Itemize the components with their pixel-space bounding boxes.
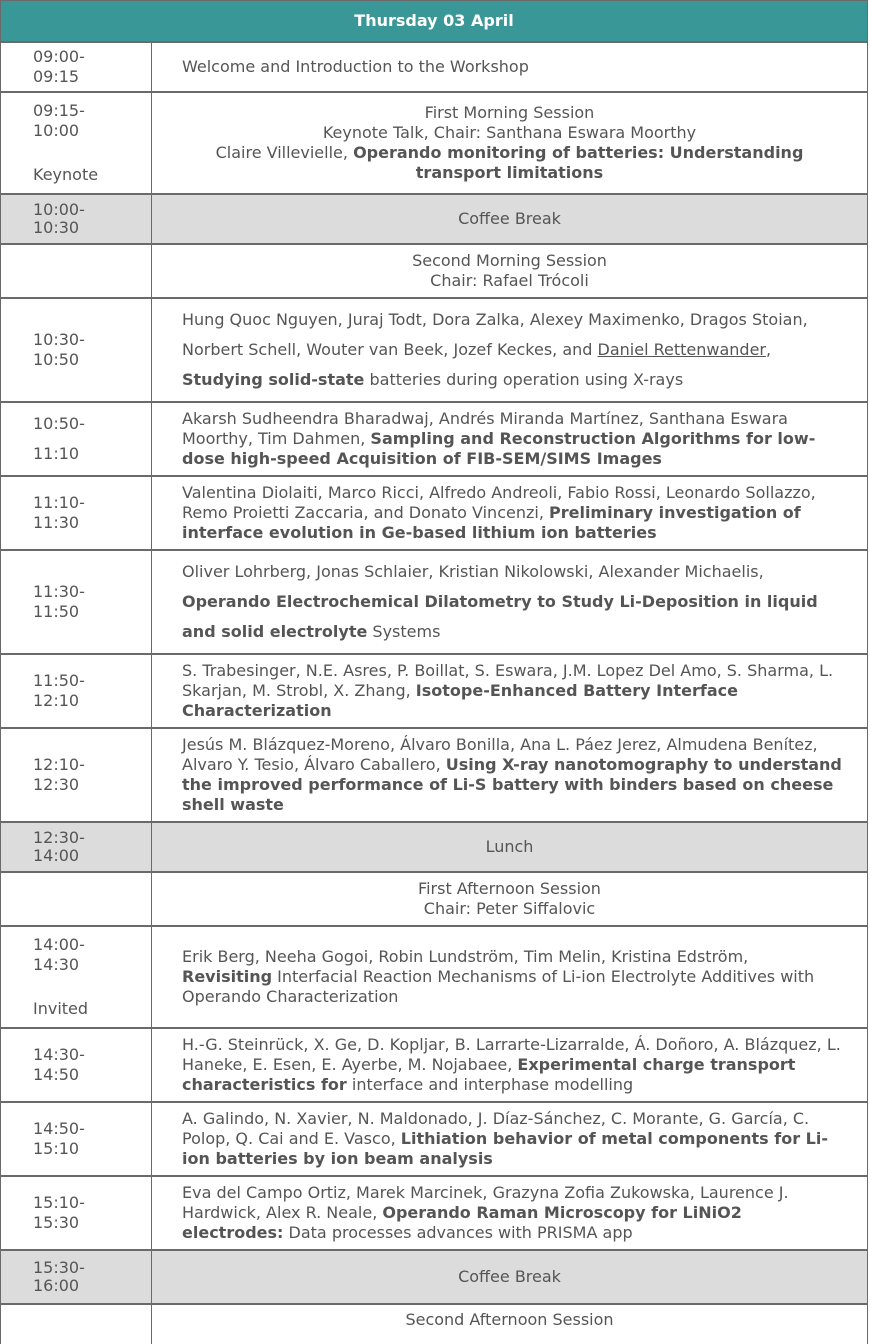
content-line bbox=[192, 209, 827, 229]
talk-title: Using X-ray nanotomography to understand the improved performance of Li-S battery with binders based on cheese shell waste bbox=[182, 755, 842, 814]
session-content bbox=[152, 1304, 868, 1344]
content-line bbox=[192, 899, 827, 919]
start-time: 11:50- bbox=[33, 671, 85, 690]
schedule-row bbox=[0, 298, 868, 402]
row-divider bbox=[0, 727, 868, 729]
text-segment: Coffee Break bbox=[458, 209, 561, 228]
talk-title: Experimental charge transport characteristics for bbox=[182, 1055, 796, 1094]
session-content bbox=[152, 298, 868, 402]
time-cell bbox=[0, 1102, 152, 1176]
row-divider bbox=[0, 1101, 868, 1103]
row-divider bbox=[0, 1249, 868, 1251]
end-time: 14:30 bbox=[33, 955, 80, 974]
end-time: 12:10 bbox=[33, 691, 80, 710]
session-content bbox=[152, 1250, 868, 1304]
session-content bbox=[152, 872, 868, 926]
content-line bbox=[192, 837, 827, 857]
session-content bbox=[152, 1176, 868, 1250]
text-segment: S. Trabesinger, N.E. Asres, P. Boillat, S. Eswara, J.M. Lopez Del Amo, S. Sharma, L. Skarjan, M. Strobl, X. Zhang, bbox=[182, 661, 834, 700]
talk-title: Preliminary investigation of interface evolution in Ge-based lithium ion batteries bbox=[182, 503, 801, 542]
content-line bbox=[192, 271, 827, 291]
schedule-row bbox=[0, 1028, 868, 1102]
row-divider bbox=[0, 243, 868, 245]
start-time: 11:10- bbox=[33, 493, 85, 512]
break-row bbox=[0, 1250, 868, 1304]
time-cell bbox=[0, 872, 152, 926]
talk-entry bbox=[182, 735, 843, 815]
start-time: 09:15- bbox=[33, 101, 85, 120]
schedule-row bbox=[0, 654, 868, 728]
time-cell bbox=[0, 92, 152, 194]
presenter-name[interactable]: Daniel Rettenwander bbox=[597, 340, 766, 359]
content-line bbox=[192, 123, 827, 143]
text-segment: Hung Quoc Nguyen, Juraj Todt, Dora Zalka, Alexey Maximenko, Dragos Stoian, Norbert Schell, Wouter van Beek, Jozef Keckes, and bbox=[182, 310, 808, 359]
talk-title: Operando Raman Microscopy for LiNiO2 electrodes: bbox=[182, 1203, 742, 1242]
text-segment: Lunch bbox=[485, 837, 534, 856]
schedule-row bbox=[0, 926, 868, 1028]
talk-title: Operando Electrochemical Dilatometry to Study Li-Deposition in liquid and solid electrolyte bbox=[182, 592, 818, 641]
talk-entry bbox=[182, 661, 843, 721]
day-title: Thursday 03 April bbox=[0, 0, 868, 42]
text-segment: Jesús M. Blázquez-Moreno, Álvaro Bonilla, Ana L. Páez Jerez, Almudena Benítez, Alvaro Y. Tesio, Álvaro Caballero, bbox=[182, 735, 818, 774]
content-line bbox=[192, 1310, 827, 1330]
text-segment: Systems bbox=[367, 622, 441, 641]
time-cell bbox=[0, 402, 152, 476]
end-time: 11:10 bbox=[33, 444, 80, 463]
row-divider bbox=[0, 925, 868, 927]
session-content bbox=[152, 476, 868, 550]
text-segment: Chair: Rafael Trócoli bbox=[430, 271, 589, 290]
talk-title: Studying solid-state bbox=[182, 370, 365, 389]
text-segment: Coffee Break bbox=[458, 1267, 561, 1286]
session-content bbox=[152, 42, 868, 92]
talk-type-label: Invited bbox=[33, 999, 89, 1018]
text-segment: First Morning Session bbox=[424, 103, 595, 122]
start-time: 10:00- bbox=[33, 200, 85, 219]
session-content bbox=[152, 728, 868, 822]
text-segment: Second Afternoon Session bbox=[405, 1310, 614, 1329]
break-row bbox=[0, 194, 868, 244]
start-time: 15:10- bbox=[33, 1193, 85, 1212]
time-cell bbox=[0, 1176, 152, 1250]
text-segment: Eva del Campo Ortiz, Marek Marcinek, Grazyna Zofia Zukowska, Laurence J. Hardwick, Alex R. Neale, bbox=[182, 1183, 789, 1222]
time-cell bbox=[0, 550, 152, 654]
row-divider bbox=[0, 1175, 868, 1177]
schedule-row bbox=[0, 1176, 868, 1250]
start-time: 09:00- bbox=[33, 47, 85, 66]
end-time: 11:50 bbox=[33, 602, 80, 621]
content-line bbox=[192, 103, 827, 123]
schedule-row bbox=[0, 244, 868, 298]
end-time: 14:00 bbox=[33, 846, 80, 865]
session-content bbox=[152, 1102, 868, 1176]
talk-title: Isotope-Enhanced Battery Interface Characterization bbox=[182, 681, 738, 720]
text-segment: H.-G. Steinrück, X. Ge, D. Kopljar, B. Larrarte-Lizarralde, Á. Doñoro, A. Blázquez, L. Haneke, E. Esen, E. Ayerbe, M. Nojabaee, bbox=[182, 1035, 841, 1074]
time-cell bbox=[0, 822, 152, 872]
talk-entry bbox=[182, 947, 843, 1007]
start-time: 12:10- bbox=[33, 755, 85, 774]
row-divider bbox=[0, 653, 868, 655]
schedule-row bbox=[0, 1102, 868, 1176]
end-time: 12:30 bbox=[33, 775, 80, 794]
time-cell bbox=[0, 926, 152, 1028]
start-time: 14:50- bbox=[33, 1119, 85, 1138]
talk-title: Revisiting bbox=[182, 967, 273, 986]
end-time: 09:15 bbox=[33, 67, 80, 86]
end-time: 14:50 bbox=[33, 1065, 80, 1084]
schedule-row bbox=[0, 872, 868, 926]
schedule-row bbox=[0, 550, 868, 654]
text-segment: batteries during operation using X-rays bbox=[364, 370, 684, 389]
session-content bbox=[152, 926, 868, 1028]
time-cell bbox=[0, 1304, 152, 1344]
row-divider bbox=[0, 401, 868, 403]
text-segment: Chair: Peter Siffalovic bbox=[423, 899, 596, 918]
end-time: 15:10 bbox=[33, 1139, 80, 1158]
time-cell bbox=[0, 728, 152, 822]
start-time: 15:30- bbox=[33, 1258, 85, 1277]
time-cell bbox=[0, 194, 152, 244]
text-segment: , bbox=[765, 340, 772, 359]
talk-entry bbox=[182, 557, 843, 647]
schedule-row bbox=[0, 476, 868, 550]
end-time: 16:00 bbox=[33, 1276, 80, 1295]
talk-title: Operando monitoring of batteries: Understanding transport limitations bbox=[353, 143, 804, 182]
text-segment: Second Morning Session bbox=[412, 251, 607, 270]
text-segment: Data processes advances with PRISMA app bbox=[283, 1223, 633, 1242]
talk-entry bbox=[182, 483, 843, 543]
schedule-row bbox=[0, 42, 868, 92]
text-segment: Erik Berg, Neeha Gogoi, Robin Lundström, Tim Melin, Kristina Edström, bbox=[182, 947, 749, 966]
start-time: 14:30- bbox=[33, 1045, 85, 1064]
time-cell bbox=[0, 1028, 152, 1102]
row-divider bbox=[0, 821, 868, 823]
content-line bbox=[192, 879, 827, 899]
session-content bbox=[152, 550, 868, 654]
row-divider bbox=[0, 1027, 868, 1029]
start-time: 11:30- bbox=[33, 582, 85, 601]
end-time: 10:00 bbox=[33, 121, 80, 140]
time-cell bbox=[0, 42, 152, 92]
time-cell bbox=[0, 654, 152, 728]
start-time: 10:50- bbox=[33, 414, 85, 433]
talk-title: Lithiation behavior of metal components for Li-ion batteries by ion beam analysis bbox=[182, 1129, 828, 1168]
text-segment: Claire Villevielle, bbox=[215, 143, 354, 162]
talk-entry bbox=[182, 57, 843, 77]
talk-entry bbox=[182, 1035, 843, 1095]
schedule-row bbox=[0, 1304, 868, 1344]
row-divider bbox=[0, 475, 868, 477]
content-line bbox=[192, 1267, 827, 1287]
session-content bbox=[152, 654, 868, 728]
text-segment: interface and interphase modelling bbox=[346, 1075, 634, 1094]
text-segment: Oliver Lohrberg, Jonas Schlaier, Kristian Nikolowski, Alexander Michaelis, bbox=[182, 562, 764, 581]
schedule-row bbox=[0, 402, 868, 476]
content-line bbox=[192, 251, 827, 271]
row-divider bbox=[0, 297, 868, 299]
end-time: 10:50 bbox=[33, 350, 80, 369]
text-segment: Welcome and Introduction to the Workshop bbox=[182, 57, 529, 76]
row-divider bbox=[0, 549, 868, 551]
end-time: 10:30 bbox=[33, 218, 80, 237]
text-segment: Keynote Talk, Chair: Santhana Eswara Moorthy bbox=[322, 123, 697, 142]
session-content bbox=[152, 92, 868, 194]
row-divider bbox=[0, 91, 868, 93]
start-time: 12:30- bbox=[33, 828, 85, 847]
text-segment: Interfacial Reaction Mechanisms of Li-ion Electrolyte Additives with Operando Characterization bbox=[182, 967, 815, 1006]
talk-type-label: Keynote bbox=[33, 165, 99, 184]
row-divider bbox=[0, 871, 868, 873]
row-divider bbox=[0, 193, 868, 195]
end-time: 15:30 bbox=[33, 1213, 80, 1232]
time-cell bbox=[0, 244, 152, 298]
session-content bbox=[152, 402, 868, 476]
schedule-row bbox=[0, 92, 868, 194]
text-segment: Valentina Diolaiti, Marco Ricci, Alfredo Andreoli, Fabio Rossi, Leonardo Sollazzo, Remo Proietti Zaccaria, and Donato Vincenzi, bbox=[182, 483, 816, 522]
end-time: 11:30 bbox=[33, 513, 80, 532]
session-content bbox=[152, 244, 868, 298]
talk-entry bbox=[182, 305, 843, 395]
schedule-row bbox=[0, 728, 868, 822]
row-divider bbox=[0, 41, 868, 43]
talk-entry bbox=[182, 1109, 843, 1169]
row-divider bbox=[0, 1303, 868, 1305]
session-content bbox=[152, 1028, 868, 1102]
talk-entry bbox=[182, 409, 843, 469]
text-segment: Akarsh Sudheendra Bharadwaj, Andrés Miranda Martínez, Santhana Eswara Moorthy, Tim Dahmen, bbox=[182, 409, 788, 448]
time-cell bbox=[0, 1250, 152, 1304]
content-line bbox=[192, 143, 827, 183]
start-time: 10:30- bbox=[33, 330, 85, 349]
text-segment: A. Galindo, N. Xavier, N. Maldonado, J. Díaz-Sánchez, C. Morante, G. García, C. Polop, Q. Cai and E. Vasco, bbox=[182, 1109, 810, 1148]
start-time: 14:00- bbox=[33, 935, 85, 954]
talk-entry bbox=[182, 1183, 843, 1243]
talk-title: Sampling and Reconstruction Algorithms for low-dose high-speed Acquisition of FIB-SEM/SIMS Images bbox=[182, 429, 816, 468]
time-cell bbox=[0, 298, 152, 402]
break-row bbox=[0, 822, 868, 872]
session-content bbox=[152, 822, 868, 872]
time-cell bbox=[0, 476, 152, 550]
text-segment: First Afternoon Session bbox=[418, 879, 601, 898]
session-content bbox=[152, 194, 868, 244]
